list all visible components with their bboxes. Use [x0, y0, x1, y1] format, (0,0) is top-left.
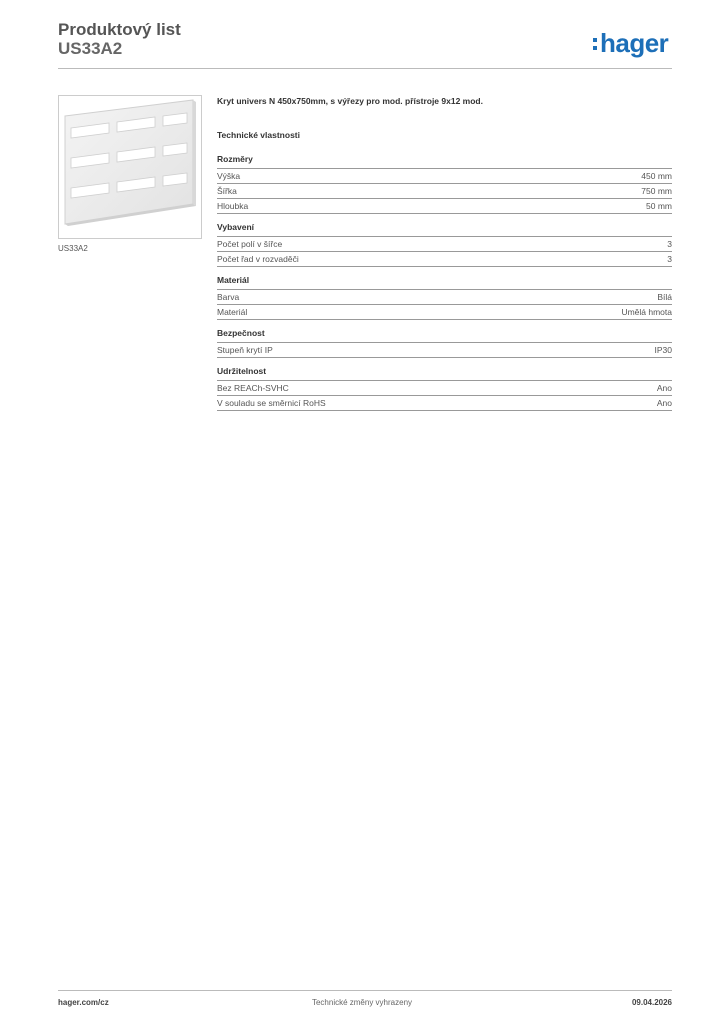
section-title: Materiál: [217, 275, 672, 290]
spec-value: Bílá: [657, 292, 672, 302]
spec-row: [217, 343, 672, 358]
section-dimensions: [217, 154, 672, 214]
spec-value: 3: [667, 254, 672, 264]
footer-note: Technické změny vyhrazeny: [311, 998, 413, 1007]
section-equipment: [217, 222, 672, 267]
section-safety: [217, 328, 672, 358]
spec-label: Počet polí v šířce: [217, 239, 283, 249]
page-title: Produktový list: [58, 20, 181, 39]
footer-website-link[interactable]: hager.com/cz: [58, 998, 109, 1007]
spec-value: 750 mm: [641, 186, 672, 196]
spec-label: V souladu se směrnicí RoHS: [217, 398, 326, 408]
product-image: [58, 95, 202, 239]
spec-value: 50 mm: [646, 201, 672, 211]
cover-panel-illustration: [59, 96, 201, 238]
spec-label: Hloubka: [217, 201, 249, 211]
spec-label: Barva: [217, 292, 240, 302]
spec-value: Ano: [656, 383, 672, 393]
spec-label: Materiál: [217, 307, 248, 317]
section-title: Bezpečnost: [217, 328, 672, 343]
logo-dots-icon: [593, 38, 597, 50]
spec-row: [217, 305, 672, 320]
section-title: Vybavení: [217, 222, 672, 237]
spec-row: [217, 252, 672, 267]
section-title: Rozměry: [217, 154, 672, 169]
product-details: [217, 96, 672, 419]
product-description: Kryt univers N 450x750mm, s výřezy pro mod. přístroje 9x12 mod.: [217, 96, 483, 106]
spec-value: IP30: [654, 345, 672, 355]
spec-label: Šířka: [217, 186, 237, 196]
spec-value: Umělá hmota: [621, 307, 672, 317]
section-material: [217, 275, 672, 320]
spec-label: Bez REACh-SVHC: [217, 383, 289, 393]
footer-divider: [58, 990, 672, 991]
spec-row: [217, 396, 672, 411]
spec-row: [217, 381, 672, 396]
logo-text: hager: [600, 28, 669, 58]
spec-row: [217, 169, 672, 184]
image-caption: US33A2: [58, 244, 88, 253]
spec-row: [217, 290, 672, 305]
spec-label: Stupeň krytí IP: [217, 345, 273, 355]
section-title: Udržitelnost: [217, 366, 672, 381]
spec-value: 3: [667, 239, 672, 249]
section-sustainability: [217, 366, 672, 411]
spec-row: [217, 184, 672, 199]
spec-value: Ano: [656, 398, 672, 408]
spec-label: Počet řad v rozvaděči: [217, 254, 299, 264]
spec-row: [217, 199, 672, 214]
hager-logo: [593, 28, 668, 58]
header-divider: [58, 68, 672, 69]
spec-row: [217, 237, 672, 252]
spec-label: Výška: [217, 171, 241, 181]
technical-properties-heading: Technické vlastnosti: [217, 130, 300, 140]
footer-date: 09.04.2026: [631, 998, 672, 1007]
product-code: US33A2: [58, 39, 123, 58]
spec-value: 450 mm: [641, 171, 672, 181]
